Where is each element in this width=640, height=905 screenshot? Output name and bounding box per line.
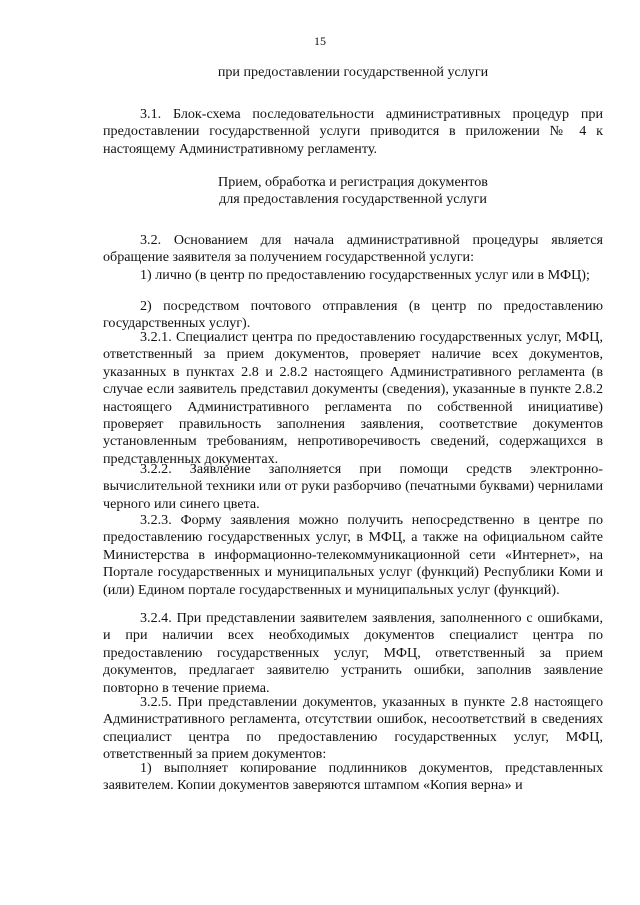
page-number: 15 xyxy=(314,34,326,48)
paragraph-3-2-4: 3.2.4. При представлении заявителем заявления, заполненного с ошибками, и при наличии всех необходимых документов специалист центра по предоставлению государственных услуг, МФЦ, ответственный за прием документов, предлагает заявителю устранить ошибки, заполнив заявление повторно в течение приема. xyxy=(103,610,603,696)
header-line: при предоставлении государственной услуги xyxy=(217,64,489,80)
paragraph-3-2-5: 3.2.5. При представлении документов, указанных в пункте 2.8 настоящего Административного регламента, отсутствии ошибок, несоответствий в сведениях специалист центра по предоставлению государственных услуг, МФЦ, ответственный за прием документов: xyxy=(103,694,603,763)
section-title-line-1: Прием, обработка и регистрация документов xyxy=(218,174,488,190)
paragraph-3-2-2: 3.2.2. Заявление заполняется при помощи средств электронно-вычислительной техники или от руки разборчиво (печатными буквами) чернилами черного или синего цвета. xyxy=(103,461,603,512)
paragraph-3-2-item-1: 1) лично (в центр по предоставлению государственных услуг или в МФЦ); xyxy=(140,267,590,283)
section-title-line-2: для предоставления государственной услуги xyxy=(219,191,487,208)
paragraph-3-2-3: 3.2.3. Форму заявления можно получить непосредственно в центре по предоставлению государственных услуг, в МФЦ, а также на официальном сайте Министерства в информационно-телекоммуникационной сети «Интернет», на Портале государственных и муниципальных услуг (функций) Республики Коми и (или) Едином портале государственных и муниципальных услуг (функций). xyxy=(103,512,603,598)
paragraph-3-2-item-2: 2) посредством почтового отправления (в центр по предоставлению государственных услуг). xyxy=(103,298,603,332)
paragraph-3-1: 3.1. Блок-схема последовательности административных процедур при предоставлении государственной услуги приводится в приложении № 4 к настоящему Административному регламенту. xyxy=(103,106,603,157)
paragraph-3-2: 3.2. Основанием для начала административной процедуры является обращение заявителя за получением государственной услуги: xyxy=(103,232,603,266)
paragraph-3-2-1: 3.2.1. Специалист центра по предоставлению государственных услуг, МФЦ, ответственный за прием документов, проверяет наличие всех документов, указанных в пунктах 2.8 и 2.8.2 настоящего Административного регламента (в случае если заявитель представил документы (сведения), указанные в пункте 2.8.2 настоящего Административного регламента по собственной инициативе) проверяет правильность заполнения заявления, соответствие документов установленным требованиям, непротиворечивость сведений, содержащихся в представленных документах. xyxy=(103,329,603,467)
paragraph-3-2-5-item-1: 1) выполняет копирование подлинников документов, представленных заявителем. Копии документов заверяются штампом «Копия верна» и xyxy=(103,760,603,794)
section-title xyxy=(103,174,603,209)
